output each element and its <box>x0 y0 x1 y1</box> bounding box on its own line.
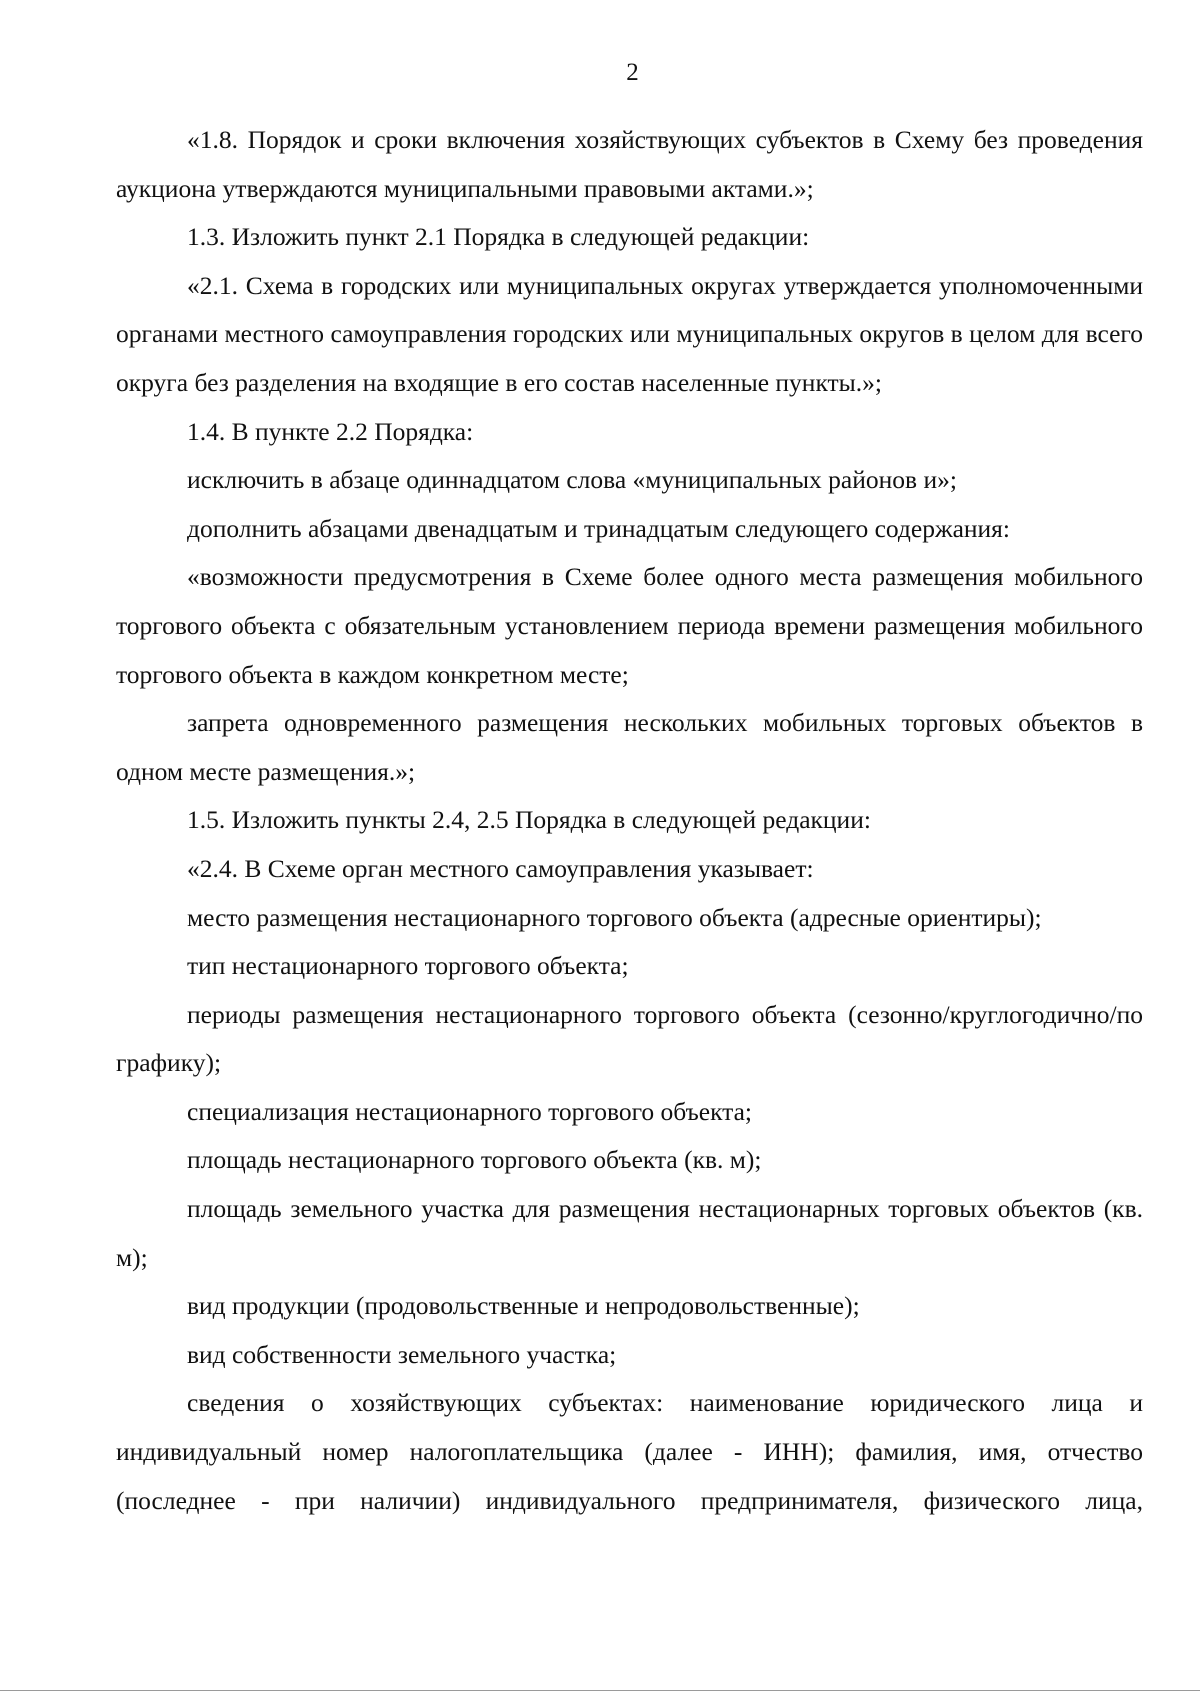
paragraph-prohibition: запрета одновременного размещения нескольких мобильных торговых объектов в одном месте размещения.»; <box>116 708 1143 786</box>
paragraph-periods: периоды размещения нестационарного торгового объекта (сезонно/круглогодично/по графику); <box>116 999 1143 1078</box>
paragraph-1-5: 1.5. Изложить пункты 2.4, 2.5 Порядка в следующей редакции: <box>187 805 871 835</box>
bottom-scan-edge <box>0 1690 1200 1691</box>
paragraph-ownership: вид собственности земельного участка; <box>187 1339 617 1369</box>
paragraph-2-4: «2.4. В Схеме орган местного самоуправления указывает: <box>187 853 814 883</box>
paragraph-2-1: «2.1. Схема в городских или муниципальных округах утверждается уполномоченными органами местного самоуправления городских или муниципальных округов в целом для всего округа без разделения на входящие в его состав населенные пункты.»; <box>116 270 1143 397</box>
paragraph-place: место размещения нестационарного торгового объекта (адресные ориентиры); <box>187 902 1042 932</box>
paragraph-1-3: 1.3. Изложить пункт 2.1 Порядка в следующей редакции: <box>187 222 810 252</box>
paragraph-type: тип нестационарного торгового объекта; <box>187 951 629 981</box>
paragraph-object-area: площадь нестационарного торгового объекта (кв. м); <box>187 1145 762 1175</box>
paragraph-1-8: «1.8. Порядок и сроки включения хозяйствующих субъектов в Схему без проведения аукциона утверждаются муниципальными правовыми актами.»; <box>116 125 1143 203</box>
paragraph-exclude-words: исключить в абзаце одиннадцатом слова «муниципальных районов и»; <box>187 465 957 495</box>
paragraph-mobile-places: «возможности предусмотрения в Схеме более одного места размещения мобильного торгового объекта с обязательным установлением периода времени размещения мобильного торгового объекта в каждом конкретном месте; <box>116 562 1143 689</box>
paragraph-1-4: 1.4. В пункте 2.2 Порядка: <box>187 416 474 446</box>
paragraph-specialization: специализация нестационарного торгового объекта; <box>187 1096 753 1126</box>
paragraph-land-area: площадь земельного участка для размещения нестационарных торговых объектов (кв. м); <box>116 1194 1143 1272</box>
paragraph-product-type: вид продукции (продовольственные и непродовольственные); <box>187 1291 860 1321</box>
paragraph-add-abzats: дополнить абзацами двенадцатым и тринадцатым следующего содержания: <box>187 513 1010 543</box>
document-body <box>116 116 1143 1525</box>
page-number: 2 <box>626 59 639 86</box>
paragraph-business-info: сведения о хозяйствующих субъектах: наименование юридического лица и индивидуальный номер налогоплательщика (далее - ИНН); фамилия, имя, отчество (последнее - при наличии) индивидуального предпринимателя, физического лица, <box>116 1388 1143 1515</box>
